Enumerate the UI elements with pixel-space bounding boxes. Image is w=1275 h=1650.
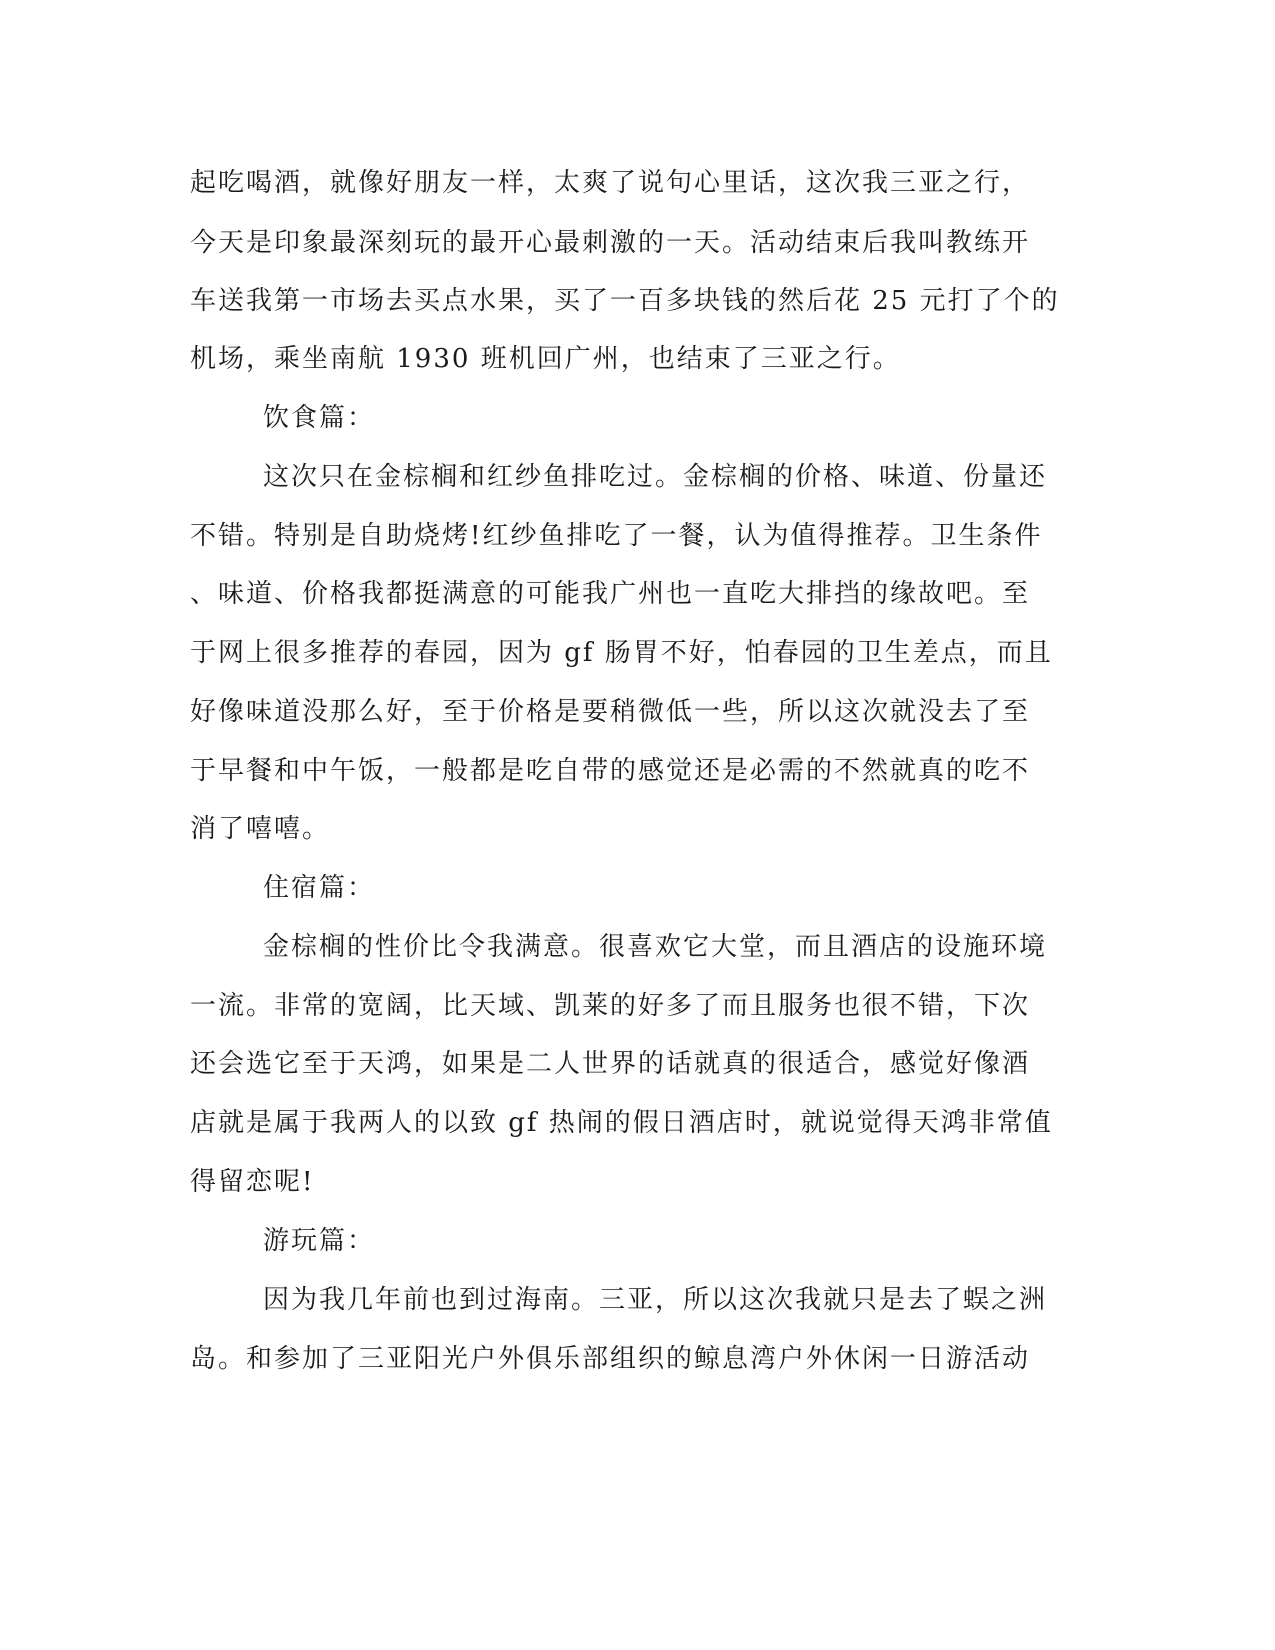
text-line: 金棕榈的性价比令我满意。很喜欢它大堂，而且酒店的设施环境: [263, 932, 1048, 962]
text-line: 还会选它至于天鸿，如果是二人世界的话就真的很适合，感觉好像酒: [190, 1049, 1031, 1079]
text-line: 一流。非常的宽阔，比天域、凯莱的好多了而且服务也很不错，下次: [190, 991, 1031, 1021]
text-line: 车送我第一市场去买点水果，买了一百多块钱的然后花 25 元打了个的: [190, 286, 1060, 316]
section-heading-sightseeing: 游玩篇：: [263, 1226, 376, 1256]
text-line: 于早餐和中午饭，一般都是吃自带的感觉还是必需的不然就真的吃不: [190, 756, 1031, 786]
section-heading-accommodation: 住宿篇：: [263, 873, 376, 903]
text-line: 于网上很多推荐的春园，因为 gf 肠胃不好，怕春园的卫生差点，而且: [190, 638, 1053, 668]
text-line: 这次只在金棕榈和红纱鱼排吃过。金棕榈的价格、味道、份量还: [263, 462, 1048, 492]
text-line: 岛。和参加了三亚阳光户外俱乐部组织的鲸息湾户外休闲一日游活动: [190, 1344, 1031, 1374]
section-heading-food: 饮食篇：: [263, 403, 376, 433]
text-line: 起吃喝酒，就像好朋友一样，太爽了说句心里话，这次我三亚之行，: [190, 168, 1031, 198]
text-line: 不错。特别是自助烧烤!红纱鱼排吃了一餐，认为值得推荐。卫生条件: [190, 521, 1043, 551]
text-line: 、味道、价格我都挺满意的可能我广州也一直吃大排挡的缘故吧。至: [190, 579, 1031, 609]
text-line: 消了嘻嘻。: [190, 814, 331, 844]
text-line: 因为我几年前也到过海南。三亚，所以这次我就只是去了蜈之洲: [263, 1285, 1048, 1315]
text-line: 今天是印象最深刻玩的最开心最刺激的一天。活动结束后我叫教练开: [190, 228, 1031, 258]
text-line: 店就是属于我两人的以致 gf 热闹的假日酒店时，就说觉得天鸿非常值: [190, 1108, 1053, 1138]
text-line: 好像味道没那么好，至于价格是要稍微低一些，所以这次就没去了至: [190, 697, 1031, 727]
text-line: 得留恋呢!: [190, 1167, 315, 1197]
text-line: 机场，乘坐南航 1930 班机回广州，也结束了三亚之行。: [190, 344, 901, 374]
